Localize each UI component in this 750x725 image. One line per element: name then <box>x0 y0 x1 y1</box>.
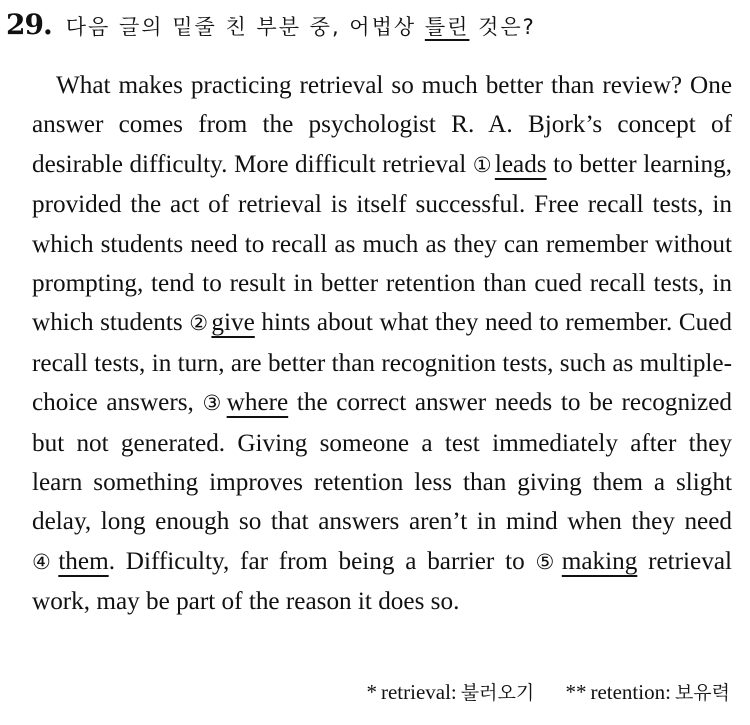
passage-paragraph <box>32 66 732 622</box>
passage-segment-3: hints about what they need to remember. Cued recall tests, in turn, are better than recognition tests, such as multiple-choice answers, <box>32 309 732 417</box>
choice-marker-1: ① <box>472 152 492 177</box>
choice-marker-4: ④ <box>32 549 56 574</box>
footnote-gloss: 불러오기 <box>460 682 535 704</box>
footnote-term: retrieval: <box>380 680 457 704</box>
passage-segment-4: the correct answer needs to be recognized but not generated. Giving someone a test immediately after they learn something improves retention less than giving them a slight delay, long enough so that answers aren’t in mind when they need <box>32 389 733 536</box>
passage-segment-5: . Difficulty, far from being a barrier to <box>108 547 536 575</box>
choice-marker-3: ③ <box>202 391 224 416</box>
footnote-gloss: 보유력 <box>674 682 730 704</box>
underlined-choice-4: them <box>58 547 109 575</box>
footnote-mark: * <box>366 680 377 704</box>
passage <box>32 66 732 622</box>
footnote-term: retention: <box>590 680 671 704</box>
underlined-choice-3: where <box>226 389 289 417</box>
passage-segment-1: What makes practicing retrieval so much better than review? One answer comes from the psychologist R. A. Bjork’s concept of desirable difficulty. More difficult retrieval <box>32 72 732 178</box>
footnote-retention <box>565 678 730 705</box>
question-prompt-before: 다음 글의 밑줄 친 부분 중, 어법상 <box>65 15 425 39</box>
choice-marker-2: ② <box>189 311 209 336</box>
choice-marker-5: ⑤ <box>535 549 559 574</box>
question-prompt-after: 것은? <box>469 15 536 39</box>
footnote-retrieval <box>366 678 534 705</box>
question-prompt-key: 틀린 <box>424 15 470 39</box>
footnote-mark: ** <box>565 680 587 704</box>
passage-segment-2: to better learning, provided the act of retrieval is itself successful. Free recall tests, in which students need to recall as much as they can remember without prompting, tend to result in better retention than cued recall tests, in which students <box>32 150 733 337</box>
question-prompt <box>66 11 536 41</box>
question-header <box>6 8 536 41</box>
underlined-choice-2: give <box>211 309 255 337</box>
underlined-choice-5: making <box>561 547 638 575</box>
underlined-choice-1: leads <box>494 150 547 178</box>
question-number: 29. <box>6 8 52 41</box>
footnotes <box>366 678 730 705</box>
passage-segment-6: retrieval work, may be part of the reason it does so. <box>32 547 733 616</box>
